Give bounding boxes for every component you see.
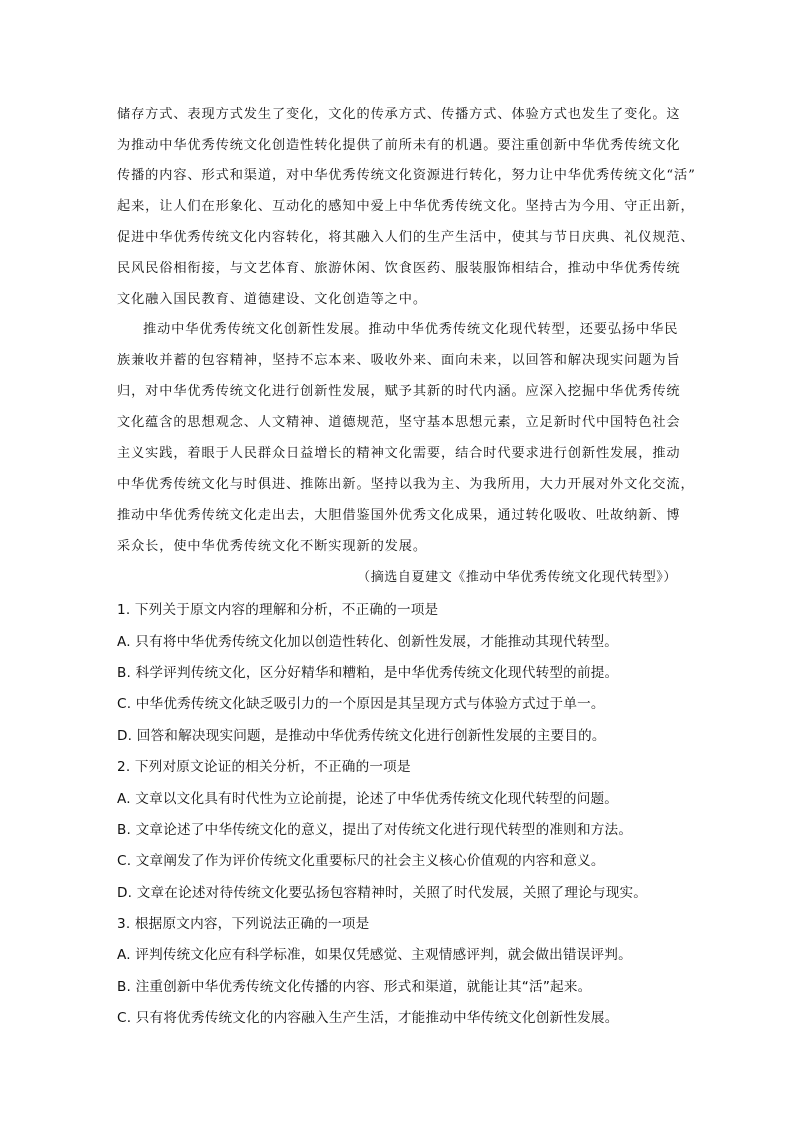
passage-line: 民风民俗相衔接，与文艺体育、旅游休闲、饮食医药、服装服饰相结合，推动中华优秀传统 — [117, 261, 681, 276]
passage-line: 推动中华优秀传统文化创新性发展。推动中华优秀传统文化现代转型，还要弘扬中华民 — [143, 322, 679, 337]
passage-line: 归，对中华优秀传统文化进行创新性发展，赋予其新的时代内涵。应深入挖掘中华优秀传统 — [117, 384, 681, 399]
passage-line: 采众长，使中华优秀传统文化不断实现新的发展。 — [117, 539, 427, 554]
option-a: A. 文章以文化具有时代性为立论前提，论述了中华优秀传统文化现代转型的问题。 — [117, 791, 619, 807]
passage-line: 主义实践，着眼于人民群众日益增长的精神文化需要，结合时代要求进行创新性发展，推动 — [117, 446, 681, 461]
option-b: B. 科学评判传统文化，区分好精华和糟粕，是中华优秀传统文化现代转型的前提。 — [117, 665, 619, 681]
source-citation: （摘选自夏建文《推动中华优秀传统文化现代转型》） — [357, 570, 677, 585]
passage-line: 储存方式、表现方式发生了变化，文化的传承方式、传播方式、体验方式也发生了变化。这 — [117, 107, 681, 122]
option-c: C. 文章阐发了作为评价传统文化重要标尺的社会主义核心价值观的内容和意义。 — [117, 853, 605, 869]
option-b: B. 文章论述了中华传统文化的意义，提出了对传统文化进行现代转型的准则和方法。 — [117, 822, 633, 838]
option-d: D. 文章在论述对待传统文化要弘扬包容精神时，关照了时代发展，关照了理论与现实。 — [117, 885, 648, 901]
question-stem: 1. 下列关于原文内容的理解和分析，不正确的一项是 — [117, 602, 439, 618]
passage-line: 为推动中华优秀传统文化创造性转化提供了前所未有的机遇。要注重创新中华优秀传统文化 — [117, 138, 681, 153]
passage-line: 传播的内容、形式和渠道，对中华优秀传统文化资源进行转化，努力让中华优秀传统文化“活” — [117, 168, 696, 183]
passage-line: 起来，让人们在形象化、互动化的感知中爱上中华优秀传统文化。坚持古为今用、守正出新， — [117, 199, 695, 214]
option-c: C. 只有将优秀传统文化的内容融入生产生活，才能推动中华传统文化创新性发展。 — [117, 1010, 619, 1026]
option-d: D. 回答和解决现实问题，是推动中华优秀传统文化进行创新性发展的主要目的。 — [117, 728, 606, 744]
option-b: B. 注重创新中华优秀传统文化传播的内容、形式和渠道，就能让其“活”起来。 — [117, 979, 592, 995]
passage-line: 文化融入国民教育、道德建设、文化创造等之中。 — [117, 292, 427, 307]
passage-line: 文化蕴含的思想观念、人文精神、道德规范，坚守基本思想元素，立足新时代中国特色社会 — [117, 415, 681, 430]
question-stem: 3. 根据原文内容，下列说法正确的一项是 — [117, 916, 370, 932]
passage-line: 族兼收并蓄的包容精神，坚持不忘本来、吸收外来、面向未来，以回答和解决现实问题为旨 — [117, 353, 681, 368]
option-c: C. 中华优秀传统文化缺乏吸引力的一个原因是其呈现方式与体验方式过于单一。 — [117, 696, 605, 712]
passage-line: 促进中华优秀传统文化内容转化，将其融入人们的生产生活中，使其与节日庆典、礼仪规范、 — [117, 230, 695, 245]
passage-line: 推动中华优秀传统文化走出去，大胆借鉴国外优秀文化成果，通过转化吸收、吐故纳新、博 — [117, 508, 681, 523]
question-stem: 2. 下列对原文论证的相关分析，不正确的一项是 — [117, 759, 411, 775]
option-a: A. 评判传统文化应有科学标准，如果仅凭感觉、主观情感评判，就会做出错误评判。 — [117, 947, 632, 963]
passage-line: 中华优秀传统文化与时俱进、推陈出新。坚持以我为主、为我所用，大力开展对外文化交流， — [117, 477, 695, 492]
option-a: A. 只有将中华优秀传统文化加以创造性转化、创新性发展，才能推动其现代转型。 — [117, 634, 619, 650]
